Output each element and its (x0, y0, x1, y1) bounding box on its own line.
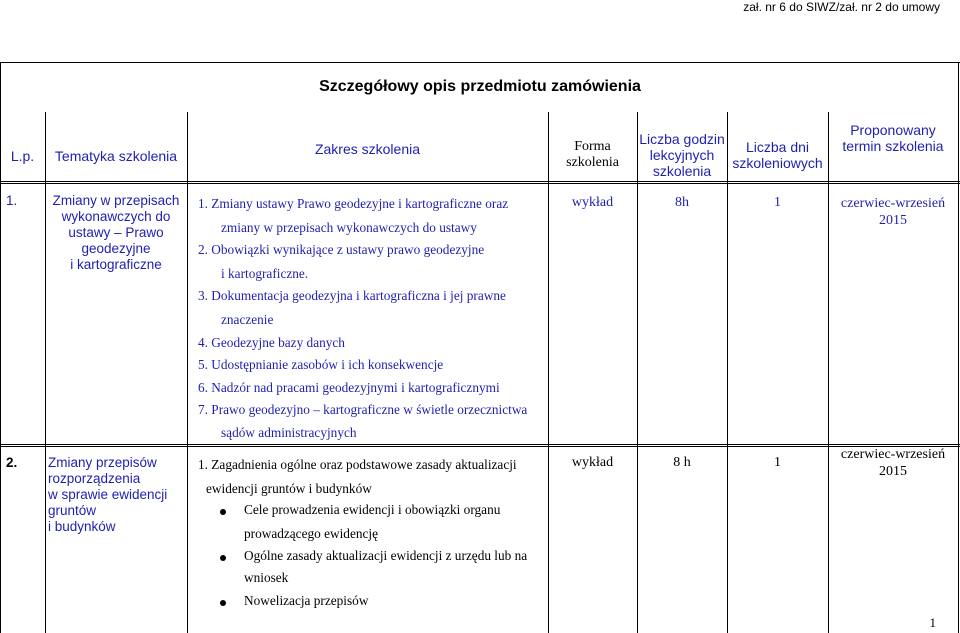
header-forma: Forma szkolenia (566, 139, 619, 170)
bullet-dot (220, 555, 226, 561)
row2-dni: 1 (774, 455, 781, 470)
header-godziny: Liczba godzin lekcyjnych szkolenia (639, 131, 725, 179)
row1-termin: czerwiec-wrzesień 2015 (840, 196, 946, 228)
header-termin: Proponowany termin szkolenia (842, 122, 944, 154)
header-dni: Liczba dni szkoleniowych (732, 139, 823, 171)
page-number: 1 (929, 615, 936, 630)
header-zakres: Zakres szkolenia (314, 141, 421, 157)
row2-termin: czerwiec-wrzesień 2015 (840, 447, 946, 479)
attachment-note: zał. nr 6 do SIWZ/zał. nr 2 do umowy (743, 0, 940, 14)
row2-lp: 2. (6, 455, 18, 470)
row2-topic: Zmiany przepisów rozporządzenia w sprawie ewidencji gruntów i budynków (48, 455, 168, 534)
row2-forma: wykład (571, 455, 614, 470)
row1-dni: 1 (774, 195, 781, 210)
row1-topic: Zmiany w przepisach wykonawczych do ustawy – Prawo geodezyjne i kartograficzne (52, 193, 180, 272)
row1-forma: wykład (571, 195, 614, 210)
header-tematyka: Tematyka szkolenia (54, 148, 178, 164)
header-lp: L.p. (10, 148, 35, 164)
page-title: Szczegółowy opis przedmiotu zamówienia (319, 78, 641, 95)
bullet-dot (220, 509, 226, 515)
row2-godziny: 8 h (673, 455, 691, 470)
row1-lp: 1. (6, 193, 18, 208)
row1-godziny: 8h (675, 195, 689, 210)
bullet-dot (220, 600, 226, 606)
